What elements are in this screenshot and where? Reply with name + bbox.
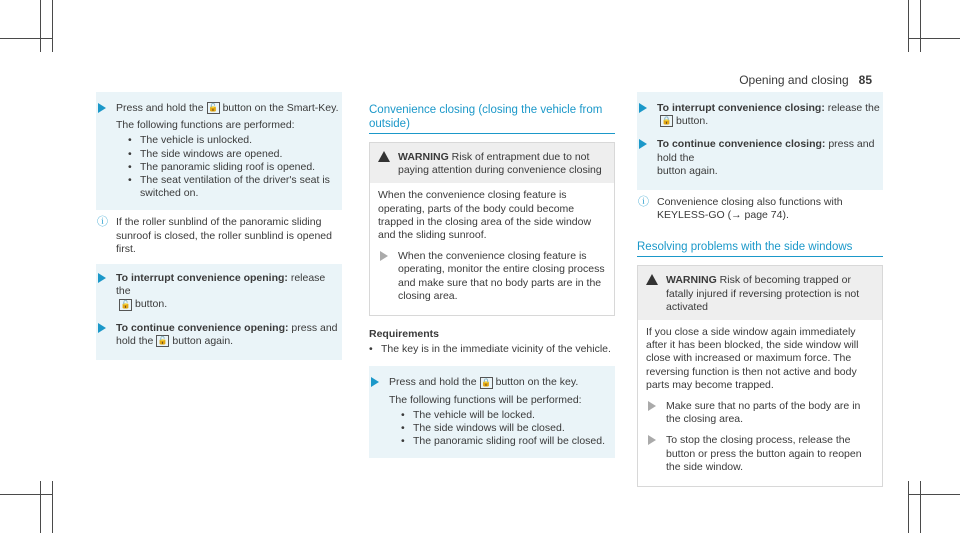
info-icon: ⓘ [97,216,108,229]
step-text: button again. [657,164,718,177]
lock-key-icon: 🔒 [661,116,672,126]
step-text: Press and hold the [389,376,477,389]
page-header [739,73,872,87]
crop-mark [920,0,921,52]
step-block [369,366,615,458]
column-2 [369,103,615,458]
warning-header [638,266,882,320]
step-label: To interrupt convenience opening: [116,272,288,285]
unlock-key-icon: 🔓 [120,299,131,309]
crop-mark [908,0,909,52]
step-item [96,272,342,312]
crop-mark [40,0,41,52]
step-sub: The following functions are performed: [116,119,295,132]
warning-box [369,142,615,316]
info-note [637,196,883,222]
crop-mark [908,481,909,533]
step-sub: The following functions will be performed: [389,393,582,406]
warning-label: WARNING [666,274,717,287]
step-item [637,138,883,178]
function-list [389,409,615,449]
list-item: • The key is in the immediate vicinity of the vehicle. [373,343,615,356]
column-3 [637,92,883,499]
requirements-label: Requirements [369,328,440,341]
section-heading: Resolving problems with the side windows [637,240,883,257]
step-item [646,434,874,474]
info-text: If the roller sunblind of the panoramic sliding sunroof is closed, the roller sunblind is opened first. [116,216,332,255]
step-arrow-icon [648,435,656,445]
list-item: • The seat ventilation of the driver's seat is switched on. [132,174,342,200]
step-arrow-icon [98,103,106,113]
list-item: • The panoramic sliding roof will be closed. [405,435,615,448]
lock-key-icon: 🔒 [481,377,492,387]
crop-mark [908,38,960,39]
step-text: button on the Smart-Key. [222,102,339,114]
list-item: • The side windows are opened. [132,148,342,161]
step-label: To interrupt convenience closing: [657,102,825,114]
crop-mark [908,494,960,495]
warning-body-text: If you close a side window again immediately after it has been blocked, the side window will close with increased or maximum force. The reversing function is then not active and body parts may become trapped. [646,326,859,391]
crop-mark [52,481,53,533]
step-item [96,102,342,200]
crop-mark [0,494,52,495]
list-item: • The vehicle will be locked. [405,409,615,422]
warning-text: Risk of becoming trapped or fatally injured if reversing protection is not activated [666,274,860,313]
list-item: • The vehicle is unlocked. [132,134,342,147]
step-text: Make sure that no parts of the body are in the closing area. [666,400,861,426]
warning-icon [646,274,658,285]
step-item [369,376,615,448]
step-item [378,250,606,303]
warning-body [370,183,614,315]
warning-header [370,143,614,183]
requirements-list [369,343,615,356]
step-arrow-icon [648,401,656,411]
step-text: When the convenience closing feature is operating, monitor the entire closing process and make sure that no body parts are in the closing area. [398,250,605,302]
warning-body-text: When the convenience closing feature is operating, parts of the body could become trapped in the closing area of the side window and the sliding sunroof. [378,189,592,242]
column-1 [96,92,342,360]
step-item [96,322,342,348]
step-block [637,92,883,190]
step-arrow-icon [98,323,106,333]
step-text: To stop the closing process, release the button or press the button again to reopen the side window. [666,434,862,473]
step-text: release the [827,102,880,114]
warning-body [638,320,882,486]
step-text: button. [676,115,709,128]
warning-text: Risk of entrapment due to not paying attention during convenience closing [398,151,602,177]
warning-icon [378,151,390,162]
step-text: Press and hold the [116,102,204,114]
step-text: button on the key. [495,376,579,389]
crop-mark [40,481,41,533]
step-item [637,102,883,128]
step-text: press and hold the [116,321,338,347]
step-block [96,264,342,360]
step-arrow-icon [380,251,388,261]
step-item [646,400,874,426]
step-text: press and hold the [657,138,875,164]
info-note [96,216,342,256]
info-icon: ⓘ [638,196,649,209]
step-block [96,92,342,210]
list-item: • The side windows will be closed. [405,422,615,435]
list-item: • The panoramic sliding roof is opened. [132,161,342,174]
crop-mark [0,38,52,39]
warning-box [637,265,883,487]
step-text: release the [116,272,326,298]
step-text: button. [135,298,168,311]
step-text: button again. [172,334,234,347]
step-arrow-icon [639,103,647,113]
unlock-key-icon: 🔓 [208,103,219,113]
crop-mark [52,0,53,52]
step-arrow-icon [639,139,647,149]
unlock-key-icon: 🔓 [157,336,168,346]
warning-label: WARNING [398,151,449,163]
section-heading: Convenience closing (closing the vehicle from outside) [369,103,615,134]
function-list [116,134,342,200]
info-text: Convenience closing also functions with KEYLESS-GO (→ page 74). [657,196,843,222]
step-arrow-icon [371,377,379,387]
page-number: 85 [858,73,872,87]
step-label: To continue convenience opening: [116,321,289,334]
step-arrow-icon [98,273,106,283]
crop-mark [920,481,921,533]
page-title: Opening and closing [739,73,849,87]
step-label: To continue convenience closing: [657,138,826,151]
